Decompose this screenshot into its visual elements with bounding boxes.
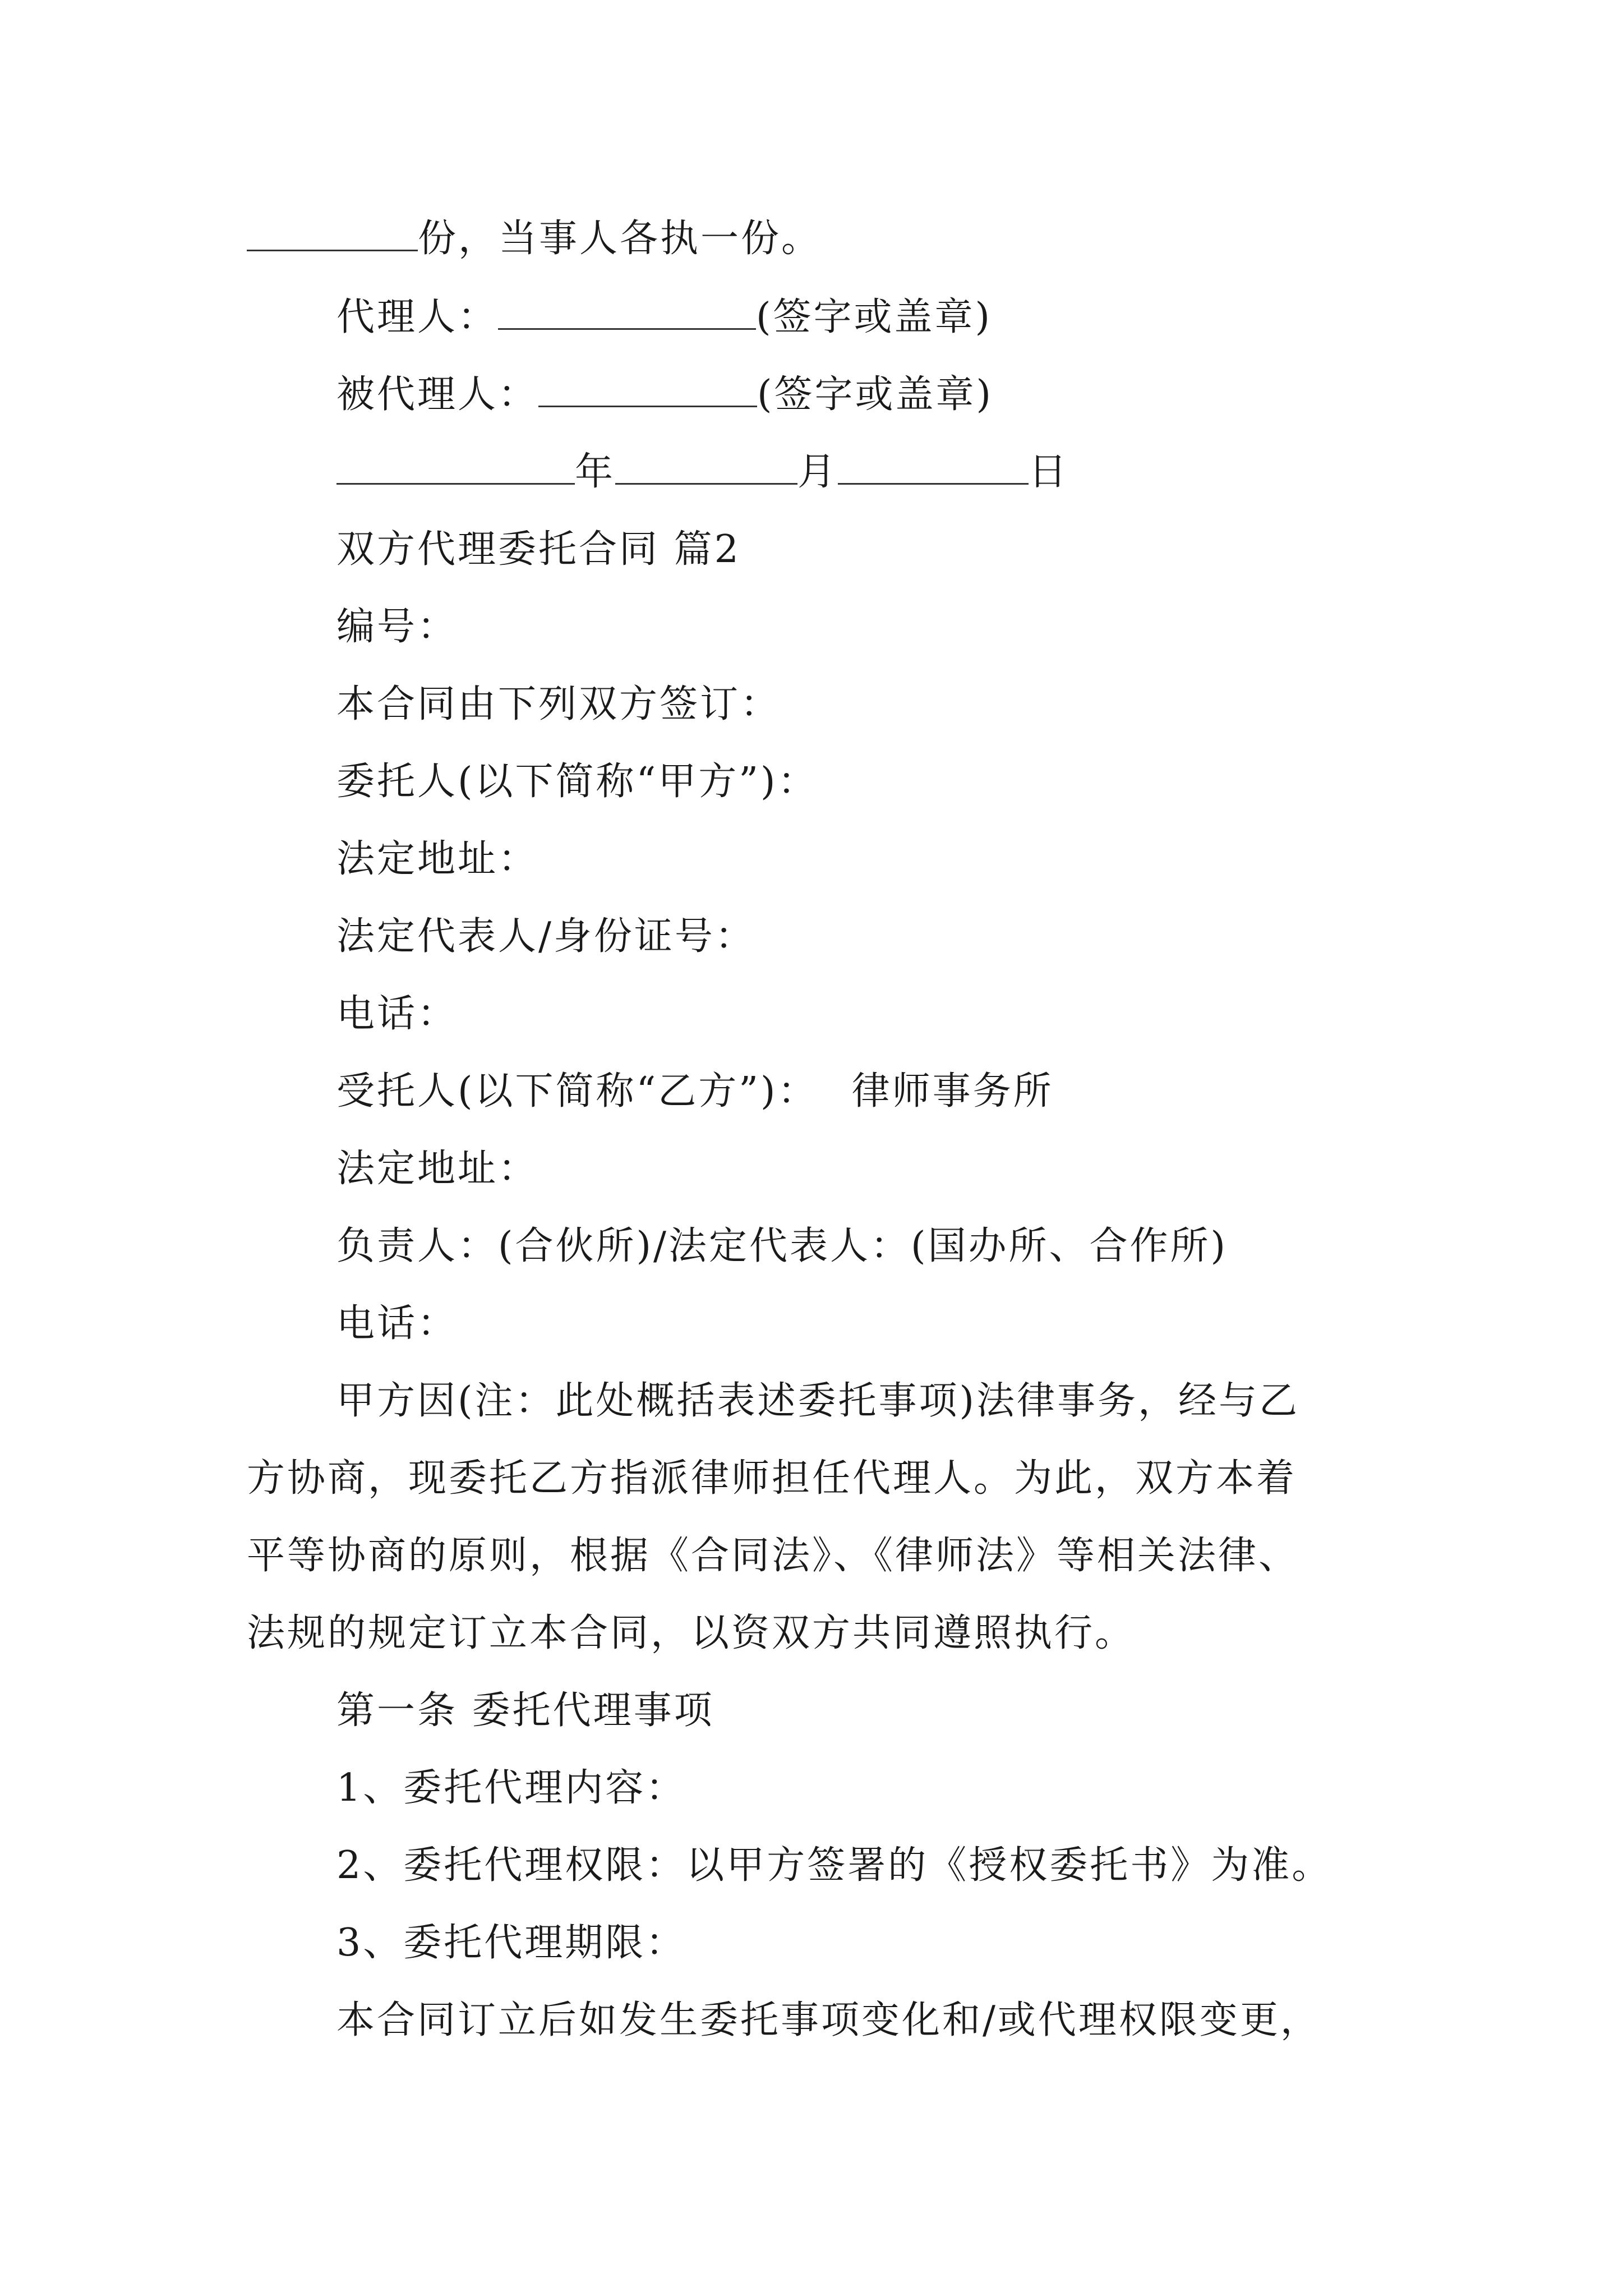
copies-blank <box>247 217 418 251</box>
day-label: 日 <box>1029 450 1069 494</box>
month-blank <box>615 450 797 485</box>
principal-signature-blank <box>538 373 757 407</box>
date-line <box>336 444 1069 500</box>
principal-signature-suffix: (签字或盖章) <box>757 372 994 417</box>
agent-label: 代理人： <box>336 295 499 339</box>
preamble-line-4: 法规的规定订立本合同，以资双方共同遵照执行。 <box>247 1611 1136 1655</box>
party-b-label: 受托人(以下简称“乙方”)： <box>336 1069 818 1114</box>
party-b-name: 律师事务所 <box>851 1069 1054 1114</box>
party-b-rep-label: 负责人：(合伙所)/法定代表人：(国办所、合作所) <box>336 1224 1228 1268</box>
preamble-line-2: 方协商，现委托乙方指派律师担任代理人。为此，双方本着 <box>247 1456 1297 1501</box>
section-title: 双方代理委托合同 篇2 <box>336 527 741 572</box>
month-label: 月 <box>797 450 838 494</box>
article-1-item-1: 1、委托代理内容： <box>336 1766 686 1810</box>
copies-line <box>247 211 822 267</box>
article-1-title: 第一条 委托代理事项 <box>336 1688 714 1733</box>
year-blank <box>336 450 575 485</box>
agent-signature-line <box>336 289 992 346</box>
party-b-address-label: 法定地址： <box>336 1147 539 1191</box>
principal-signature-line <box>336 367 993 423</box>
agent-signature-suffix: (签字或盖章) <box>756 295 993 339</box>
intro-text: 本合同由下列双方签订： <box>336 682 781 726</box>
party-a-rep-label: 法定代表人/身份证号： <box>336 914 755 959</box>
article-1-last-line: 本合同订立后如发生委托事项变化和/或代理权限变更， <box>336 1998 1321 2042</box>
article-1-item-2: 2、委托代理权限：以甲方签署的《授权委托书》为准。 <box>336 1843 1332 1888</box>
preamble-line-1: 甲方因(注：此处概括表述委托事项)法律事务，经与乙 <box>336 1379 1300 1423</box>
party-a-label: 委托人(以下简称“甲方”)： <box>336 760 818 804</box>
day-blank <box>838 450 1029 485</box>
party-b-line <box>336 1064 1054 1120</box>
party-a-address-label: 法定地址： <box>336 837 539 881</box>
article-1-item-3: 3、委托代理期限： <box>336 1921 686 1965</box>
copies-text: 份，当事人各执一份。 <box>418 217 822 261</box>
number-label: 编号： <box>336 605 458 649</box>
preamble-line-3: 平等协商的原则，根据《合同法》、《律师法》等相关法律、 <box>247 1534 1299 1578</box>
principal-label: 被代理人： <box>336 372 539 417</box>
party-a-phone-label: 电话： <box>336 992 458 1036</box>
year-label: 年 <box>575 450 616 494</box>
party-b-phone-label: 电话： <box>336 1301 458 1346</box>
agent-signature-blank <box>498 296 756 330</box>
